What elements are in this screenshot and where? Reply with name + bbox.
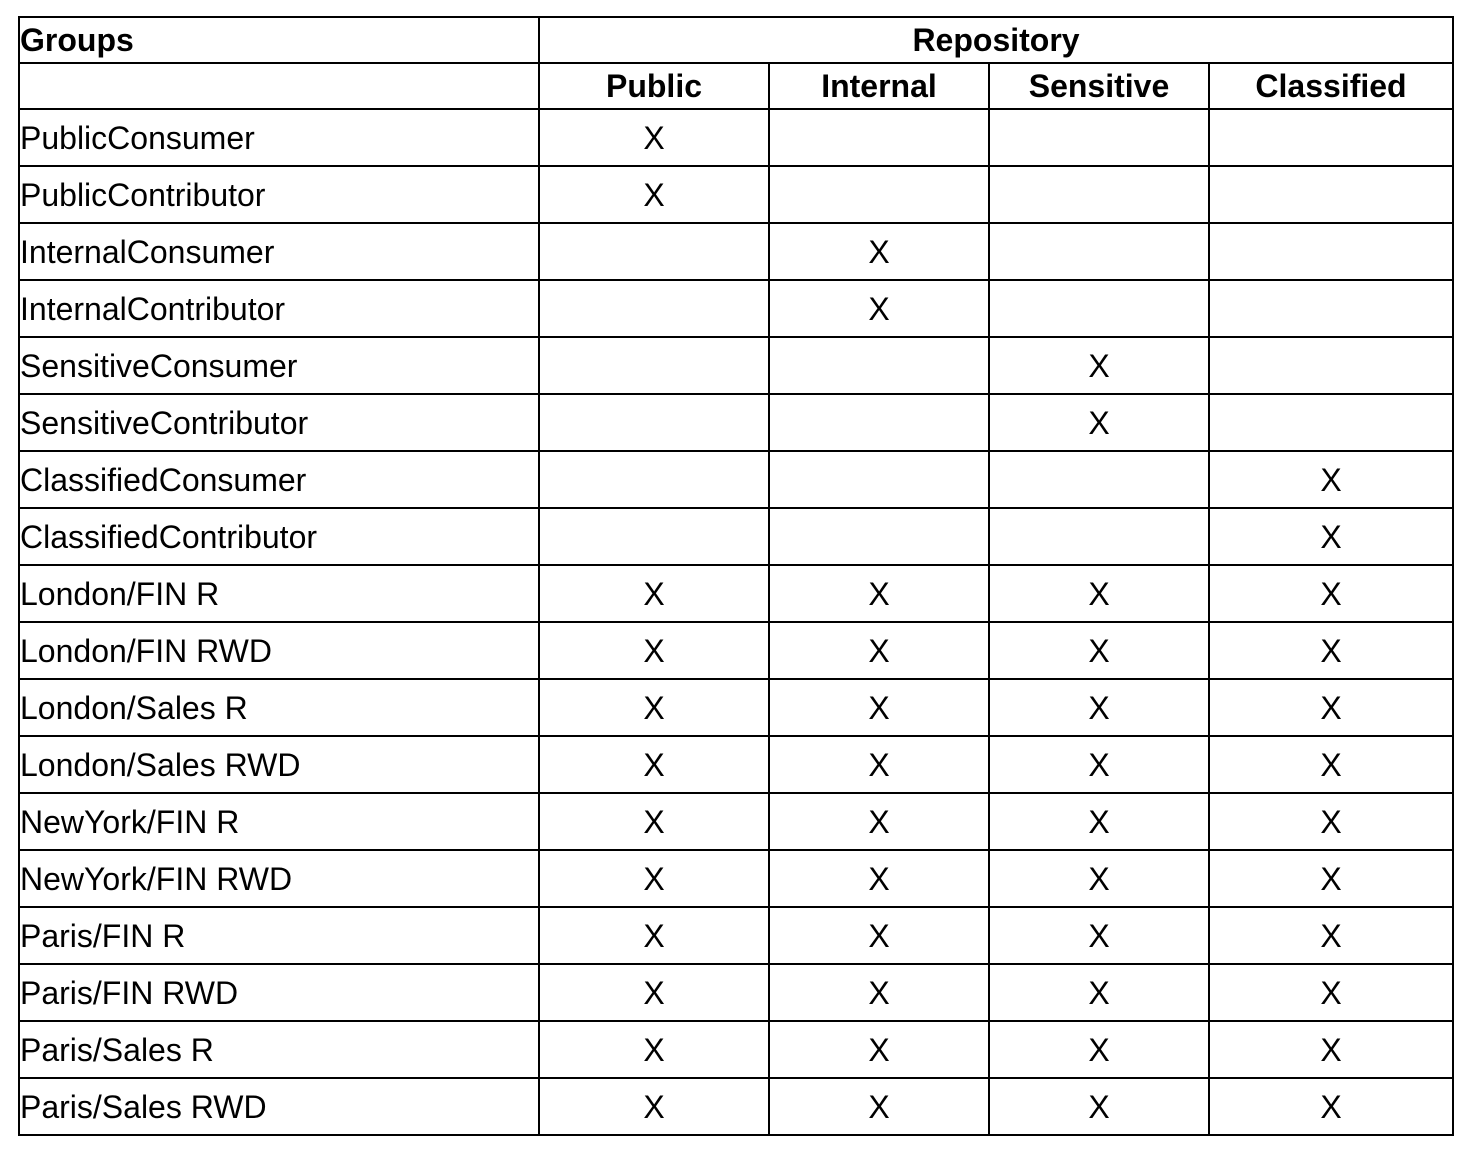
mark-cell-classified: X bbox=[1209, 907, 1453, 964]
mark-cell-classified: X bbox=[1209, 565, 1453, 622]
mark-cell-public bbox=[539, 508, 769, 565]
table-row bbox=[19, 850, 1453, 907]
column-header-internal: Internal bbox=[769, 63, 989, 109]
mark-cell-classified bbox=[1209, 337, 1453, 394]
mark-cell-classified bbox=[1209, 394, 1453, 451]
group-name-cell: London/Sales RWD bbox=[19, 736, 539, 793]
mark-cell-sensitive bbox=[989, 280, 1209, 337]
table-row bbox=[19, 223, 1453, 280]
mark-cell-public: X bbox=[539, 1078, 769, 1135]
table-row bbox=[19, 679, 1453, 736]
mark-cell-internal: X bbox=[769, 964, 989, 1021]
group-name-cell: InternalContributor bbox=[19, 280, 539, 337]
group-name-cell: London/FIN R bbox=[19, 565, 539, 622]
mark-cell-classified: X bbox=[1209, 679, 1453, 736]
mark-cell-public bbox=[539, 280, 769, 337]
mark-cell-internal bbox=[769, 166, 989, 223]
mark-cell-classified: X bbox=[1209, 793, 1453, 850]
mark-cell-internal bbox=[769, 394, 989, 451]
mark-cell-sensitive bbox=[989, 223, 1209, 280]
header-row-columns bbox=[19, 63, 1453, 109]
mark-cell-sensitive: X bbox=[989, 850, 1209, 907]
mark-cell-internal: X bbox=[769, 907, 989, 964]
column-header-classified: Classified bbox=[1209, 63, 1453, 109]
group-name-cell: InternalConsumer bbox=[19, 223, 539, 280]
table-row bbox=[19, 337, 1453, 394]
mark-cell-public: X bbox=[539, 109, 769, 166]
mark-cell-public: X bbox=[539, 793, 769, 850]
mark-cell-internal bbox=[769, 109, 989, 166]
mark-cell-classified: X bbox=[1209, 622, 1453, 679]
mark-cell-sensitive: X bbox=[989, 622, 1209, 679]
group-name-cell: Paris/Sales R bbox=[19, 1021, 539, 1078]
mark-cell-public: X bbox=[539, 907, 769, 964]
mark-cell-sensitive: X bbox=[989, 736, 1209, 793]
mark-cell-public bbox=[539, 394, 769, 451]
mark-cell-sensitive: X bbox=[989, 394, 1209, 451]
mark-cell-internal: X bbox=[769, 223, 989, 280]
table-row bbox=[19, 451, 1453, 508]
table-row bbox=[19, 280, 1453, 337]
table-header bbox=[19, 17, 1453, 109]
mark-cell-internal: X bbox=[769, 565, 989, 622]
mark-cell-classified bbox=[1209, 280, 1453, 337]
mark-cell-internal: X bbox=[769, 622, 989, 679]
mark-cell-classified: X bbox=[1209, 850, 1453, 907]
table-row bbox=[19, 394, 1453, 451]
mark-cell-internal: X bbox=[769, 793, 989, 850]
mark-cell-public: X bbox=[539, 964, 769, 1021]
group-name-cell: PublicContributor bbox=[19, 166, 539, 223]
mark-cell-classified: X bbox=[1209, 451, 1453, 508]
mark-cell-sensitive: X bbox=[989, 565, 1209, 622]
repository-header: Repository bbox=[539, 17, 1453, 63]
mark-cell-classified: X bbox=[1209, 736, 1453, 793]
table-row bbox=[19, 907, 1453, 964]
mark-cell-public: X bbox=[539, 1021, 769, 1078]
table-row bbox=[19, 166, 1453, 223]
permissions-table bbox=[18, 16, 1454, 1136]
group-name-cell: NewYork/FIN R bbox=[19, 793, 539, 850]
groups-header: Groups bbox=[19, 17, 539, 63]
group-name-cell: SensitiveContributor bbox=[19, 394, 539, 451]
mark-cell-public: X bbox=[539, 679, 769, 736]
table-row bbox=[19, 508, 1453, 565]
group-name-cell: ClassifiedConsumer bbox=[19, 451, 539, 508]
mark-cell-sensitive bbox=[989, 508, 1209, 565]
mark-cell-sensitive bbox=[989, 109, 1209, 166]
mark-cell-sensitive bbox=[989, 166, 1209, 223]
mark-cell-classified: X bbox=[1209, 1078, 1453, 1135]
table-row bbox=[19, 793, 1453, 850]
mark-cell-classified: X bbox=[1209, 1021, 1453, 1078]
mark-cell-public bbox=[539, 223, 769, 280]
column-header-public: Public bbox=[539, 63, 769, 109]
mark-cell-internal: X bbox=[769, 679, 989, 736]
mark-cell-sensitive: X bbox=[989, 964, 1209, 1021]
mark-cell-public: X bbox=[539, 850, 769, 907]
mark-cell-classified bbox=[1209, 223, 1453, 280]
group-name-cell: London/FIN RWD bbox=[19, 622, 539, 679]
table-row bbox=[19, 622, 1453, 679]
table-row bbox=[19, 964, 1453, 1021]
mark-cell-public: X bbox=[539, 622, 769, 679]
table-row bbox=[19, 1021, 1453, 1078]
mark-cell-classified: X bbox=[1209, 508, 1453, 565]
mark-cell-sensitive: X bbox=[989, 793, 1209, 850]
mark-cell-internal: X bbox=[769, 280, 989, 337]
mark-cell-internal: X bbox=[769, 1078, 989, 1135]
group-name-cell: Paris/FIN RWD bbox=[19, 964, 539, 1021]
mark-cell-public: X bbox=[539, 736, 769, 793]
mark-cell-public: X bbox=[539, 166, 769, 223]
mark-cell-sensitive: X bbox=[989, 679, 1209, 736]
mark-cell-sensitive: X bbox=[989, 1021, 1209, 1078]
mark-cell-internal: X bbox=[769, 850, 989, 907]
mark-cell-internal: X bbox=[769, 1021, 989, 1078]
mark-cell-public bbox=[539, 451, 769, 508]
mark-cell-classified bbox=[1209, 109, 1453, 166]
group-name-cell: NewYork/FIN RWD bbox=[19, 850, 539, 907]
empty-header-cell bbox=[19, 63, 539, 109]
mark-cell-internal bbox=[769, 451, 989, 508]
table-row bbox=[19, 736, 1453, 793]
group-name-cell: PublicConsumer bbox=[19, 109, 539, 166]
header-row-top bbox=[19, 17, 1453, 63]
mark-cell-internal bbox=[769, 508, 989, 565]
mark-cell-sensitive: X bbox=[989, 1078, 1209, 1135]
mark-cell-internal: X bbox=[769, 736, 989, 793]
mark-cell-public bbox=[539, 337, 769, 394]
mark-cell-sensitive: X bbox=[989, 337, 1209, 394]
mark-cell-sensitive bbox=[989, 451, 1209, 508]
mark-cell-classified: X bbox=[1209, 964, 1453, 1021]
group-name-cell: SensitiveConsumer bbox=[19, 337, 539, 394]
group-name-cell: Paris/FIN R bbox=[19, 907, 539, 964]
table-body bbox=[19, 109, 1453, 1135]
group-name-cell: Paris/Sales RWD bbox=[19, 1078, 539, 1135]
group-name-cell: London/Sales R bbox=[19, 679, 539, 736]
column-header-sensitive: Sensitive bbox=[989, 63, 1209, 109]
mark-cell-classified bbox=[1209, 166, 1453, 223]
mark-cell-internal bbox=[769, 337, 989, 394]
table-row bbox=[19, 109, 1453, 166]
mark-cell-public: X bbox=[539, 565, 769, 622]
mark-cell-sensitive: X bbox=[989, 907, 1209, 964]
table-row bbox=[19, 565, 1453, 622]
table-row bbox=[19, 1078, 1453, 1135]
group-name-cell: ClassifiedContributor bbox=[19, 508, 539, 565]
